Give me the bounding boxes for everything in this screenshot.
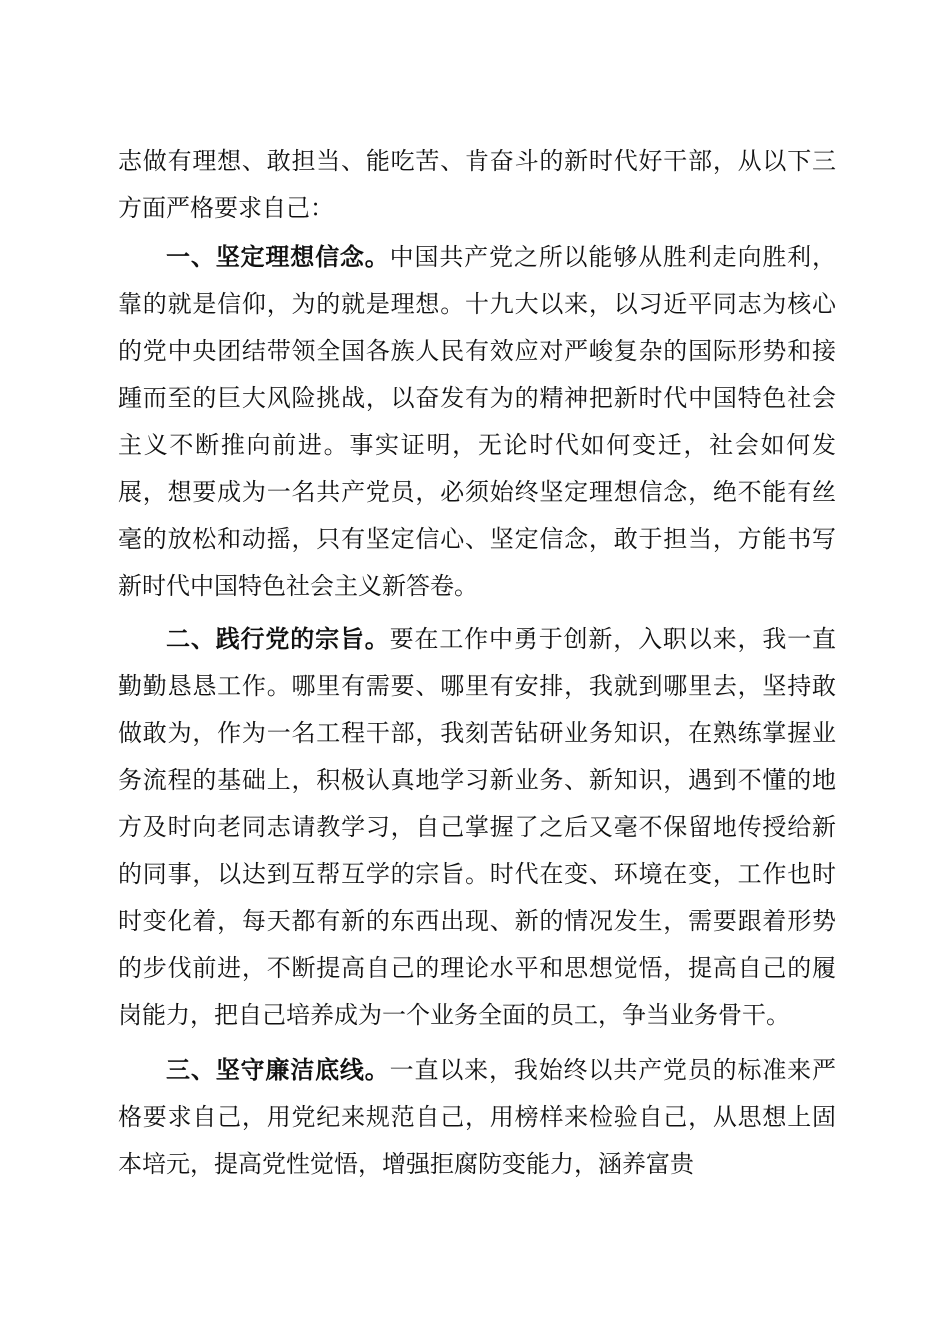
section-2-text: 要在工作中勇于创新，入职以来，我一直勤勤恳恳工作。哪里有需要、哪里有安排，我就到哪里去，坚持敢做敢为，作为一名工程干部，我刻苦钻研业务知识，在熟练掌握业务流程的基础上，积极认真地学习新业务、新知识，遇到不懂的地方及时向老同志请教学习，自己掌握了之后又毫不保留地传授给新的同事，以达到互帮互学的宗旨。时代在变、环境在变，工作也时时变化着，每天都有新的东西出现、新的情况发生，需要跟着形势的步伐前进，不断提高自己的理论水平和思想觉悟，提高自己的履岗能力，把自己培养成为一个业务全面的员工，争当业务骨干。 — [118, 625, 837, 1029]
paragraph-section-2 — [118, 616, 836, 1039]
paragraph-intro-text: 志做有理想、敢担当、能吃苦、肯奋斗的新时代好干部，从以下三方面严格要求自己： — [118, 147, 836, 222]
paragraph-intro — [118, 138, 836, 232]
section-3-text: 一直以来，我始终以共产党员的标准来严格要求自己，用党纪来规范自己，用榜样来检验自己，从思想上固本培元，提高党性觉悟，增强拒腐防变能力，涵养富贵 — [118, 1056, 837, 1178]
section-2-heading: 二、践行党的宗旨。 — [166, 625, 390, 653]
paragraph-section-1 — [118, 234, 836, 610]
section-3-heading: 三、坚守廉洁底线。 — [166, 1056, 390, 1084]
section-1-text: 中国共产党之所以能够从胜利走向胜利，靠的就是信仰，为的就是理想。十九大以来，以习近平同志为核心的党中央团结带领全国各族人民有效应对严峻复杂的国际形势和接踵而至的巨大风险挑战，以奋发有为的精神把新时代中国特色社会主义不断推向前进。事实证明，无论时代如何变迁，社会如何发展，想要成为一名共产党员，必须始终坚定理想信念，绝不能有丝毫的放松和动摇，只有坚定信心、坚定信念，敢于担当，方能书写新时代中国特色社会主义新答卷。 — [118, 243, 837, 600]
section-1-heading: 一、坚定理想信念。 — [166, 243, 390, 271]
document-body — [118, 138, 836, 1188]
paragraph-section-3 — [118, 1047, 836, 1188]
